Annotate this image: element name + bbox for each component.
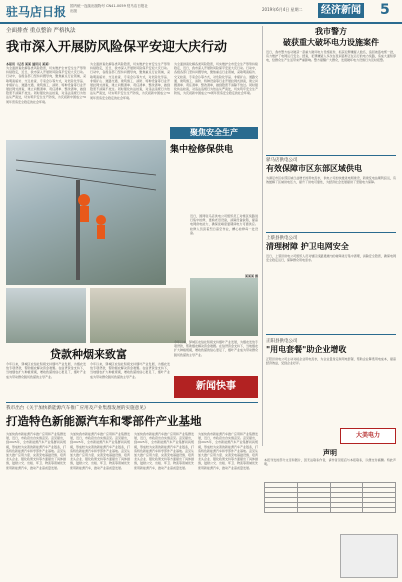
loan-headline: 贷款种烟来致富: [50, 348, 127, 361]
loan-body: 今年以来，驿城区农信社积极支持烟叶产业发展，为烟农发放专项贷款，帮助烟农解决资金难题。在信贷资金支持下，当地烟农扩大种植规模，增收致富的信心更足了，烟叶产业成为带动群众脱贫致富的主导产业。: [6, 362, 86, 379]
bottom-body-2: 为加快我市新能源汽车推广应用和产业集群发展，近日，市政府出台实施意见。意见提出，到2025年，全市新能源汽车产业集群初具规模，形成较为完善的新能源汽车产业链条，打造特色新能源汽车和零部件产业基地。意见从加大推广应用力度、完善充电基础设施、培育龙头企业、强化政策支持等方面提出了具体措施，鼓励公交、出租、环卫、物流等领域优先使用新能源汽车，推动产业高质量发展。: [70, 432, 130, 470]
right-mid-kicker: 驿马店供电公司: [266, 158, 298, 163]
right-rule-3: [266, 334, 396, 335]
bottom-body-col-1: [6, 432, 66, 578]
bottom-body-col-2: [70, 432, 130, 578]
right-lower-kicker: 上蔡县供电公司: [266, 236, 298, 241]
power-body-col: [190, 214, 258, 278]
bottom-body-4: 为加快我市新能源汽车推广应用和产业集群发展，近日，市政府出台实施意见。意见提出，到2025年，全市新能源汽车产业集群初具规模，形成较为完善的新能源汽车产业链条，打造特色新能源汽车和零部件产业基地。意见从加大推广应用力度、完善充电基础设施、培育龙头企业、强化政策支持等方面提出了具体措施，鼓励公交、出租、环卫、物流等领域优先使用新能源汽车，推动产业高质量发展。: [198, 432, 258, 470]
right-top-headline-1: 我市警方: [315, 26, 347, 36]
power-body: 近日，国网驻马店供电公司组织员工对辖区线路进行集中检修，更换老旧设备，消除设备缺陷，提高电网供电能力，确保迎峰度夏期间电力可靠供应。检修人员顶着烈日高空作业，精心检修每一处设备。: [190, 214, 258, 235]
section-title: 经济新闻: [318, 3, 364, 18]
bottom-headline: 打造特色新能源汽车和零部件产业基地: [6, 414, 202, 428]
right-mid-headline: 有效保障市区东部区域供电: [266, 163, 362, 173]
lead-body-2: 为全面排查化解各类风险隐患，切实维护全市安全生产形势持续稳定，近日，我市深入开展防风险保平安迎大庆行动。行动中，各级各部门坚持问题导向，聚焦重点行业领域，采取明查暗访、交叉检查、专家会诊等方式，对危险化学品、非煤矿山、道路交通、建筑施工、消防、特种设备等行业开展拉网式排查，建立问题清单、责任清单、整改清单，做到隐患不消除不放过。同时强化执法检查，对违法违规行为依法从严查处，切实筑牢安全生产防线，为庆祝新中国成立70周年营造安全稳定的社会环境。: [90, 62, 170, 100]
loan-body-col-1: [6, 362, 86, 400]
right-rule-2: [266, 232, 396, 233]
news-express-banner: 新闻快事: [174, 376, 258, 398]
right-top-story: [266, 26, 396, 150]
table-row: [265, 508, 396, 513]
page-number: 5: [380, 2, 390, 18]
paper-name: 驻马店日报: [6, 5, 67, 19]
power-photo-credit: 某某某 摄: [244, 274, 258, 278]
power-story: [170, 142, 258, 155]
table-cell: [330, 508, 363, 513]
bottom-body: 为加快我市新能源汽车推广应用和产业集群发展，近日，市政府出台实施意见。意见提出，到2025年，全市新能源汽车产业集群初具规模，形成较为完善的新能源汽车产业链条，打造特色新能源汽车和零部件产业基地。意见从加大推广应用力度、完善充电基础设施、培育龙头企业、强化政策支持等方面提出了具体措施，鼓励公交、出租、环卫、物流等领域优先使用新能源汽车，推动产业高质量发展。: [6, 432, 66, 470]
lead-headline: 我市深入开展防风险保平安迎大庆行动: [6, 40, 228, 55]
section-rule: [6, 402, 258, 403]
lead-byline: 本报讯（记者 某某 通讯员 某某）: [6, 62, 52, 66]
bottom-body-col-4: [198, 432, 258, 578]
bottom-kicker: 我市出台《关于加快新能源汽车推广应用及产业集群发展的实施意见》: [6, 406, 149, 411]
right-bottom-kicker: 正阳县供电公司: [266, 339, 298, 344]
lead-body-col-3: [174, 62, 258, 124]
bottom-ad-image: [340, 534, 398, 578]
bottom-story: [6, 405, 258, 429]
loan-body-2: 今年以来，驿城区农信社积极支持烟叶产业发展，为烟农发放专项贷款，帮助烟农解决资金难题。在信贷资金支持下，当地烟农扩大种植规模，增收致富的信心更足了，烟叶产业成为带动群众脱贫致富的主导产业。: [90, 362, 170, 379]
loan-body-col-2: [90, 362, 170, 400]
right-lower-headline: 清理树障 护卫电网安全: [266, 241, 349, 251]
right-bottom-story: [266, 338, 396, 413]
statement-title: 声明: [323, 448, 337, 457]
table-cell: [363, 508, 396, 513]
right-lower-body: 近日，上蔡县供电公司组织人员对辖区线路通道内的树障进行集中清理，消除安全隐患，确保电网安全稳定运行，保障群众用电需求。: [266, 254, 396, 263]
right-bottom-body: 正阳县供电公司主动对接企业用电需求，为企业量身定制用电套餐，帮助企业降低用电成本，提高经济效益，受到企业好评。: [266, 357, 396, 366]
right-top-headline-2: 破获重大破坏电力设施案件: [283, 37, 379, 47]
right-mid-body: 为满足市区东部区域日益增长的用电需求，供电公司加快推进电网建设，新建变电站顺利投运，有效缓解了区域供电压力，提升了供电可靠性，为经济社会发展提供了坚强电力保障。: [266, 176, 396, 185]
column-divider: [262, 26, 263, 446]
safety-banner: 聚焦安全生产: [170, 127, 258, 139]
loan-body-col-3: [174, 340, 258, 374]
lead-body-3: 为全面排查化解各类风险隐患，切实维护全市安全生产形势持续稳定，近日，我市深入开展防风险保平安迎大庆行动。行动中，各级各部门坚持问题导向，聚焦重点行业领域，采取明查暗访、交叉检查、专家会诊等方式，对危险化学品、非煤矿山、道路交通、建筑施工、消防、特种设备等行业开展拉网式排查，建立问题清单、责任清单、整改清单，做到隐患不消除不放过。同时强化执法检查，对违法违规行为依法从严查处，切实筑牢安全生产防线，为庆祝新中国成立70周年营造安全稳定的社会环境。: [174, 62, 258, 96]
power-photo-small-1: [6, 288, 86, 343]
edition-line: 国内统一连续出版物号 CN41-0059 驻马店日报社出版: [70, 4, 148, 13]
bottom-body-col-3: [134, 432, 194, 578]
lead-body: 为全面排查化解各类风险隐患，切实维护全市安全生产形势持续稳定，近日，我市深入开展防风险保平安迎大庆行动。行动中，各级各部门坚持问题导向，聚焦重点行业领域，采取明查暗访、交叉检查、专家会诊等方式，对危险化学品、非煤矿山、道路交通、建筑施工、消防、特种设备等行业开展拉网式排查，建立问题清单、责任清单、整改清单，做到隐患不消除不放过。同时强化执法检查，对违法违规行为依法从严查处，切实筑牢安全生产防线，为庆祝新中国成立70周年营造安全稳定的社会环境。: [6, 66, 86, 104]
power-line-illustration: [6, 140, 166, 285]
right-rule-1: [266, 155, 396, 156]
right-top-body: 近日，我市警方成功破获一起重大破坏电力设施案件，抓获犯罪嫌疑人数名，追回被盗电缆一批，有力维护了电网运行安全。经查，犯罪嫌疑人多次在夜间盗剪正在运行的电力线路，造成大面积停电，给群众生产生活带来严重影响。警方提醒广大群众，发现破坏电力设施行为及时报警。: [266, 50, 396, 63]
statement-table: [264, 482, 396, 513]
right-mid-story: [266, 157, 396, 226]
lead-kicker: 全面排查 重点整治 严格执法: [6, 28, 76, 34]
publication-date: 2019年6月4日 星期二: [262, 7, 303, 12]
table-cell: [265, 508, 298, 513]
statement-body: 本报刊发的部分文章和图片，因无法联系作者，请作者见报后与本报联系，以便支付稿酬。特此声明。: [264, 458, 396, 467]
right-bottom-headline: "用电套餐"助企业增收: [266, 344, 347, 354]
lead-story: [6, 26, 258, 55]
lead-body-col-2: [90, 62, 170, 124]
masthead: [0, 0, 402, 24]
sponsor-name: 大美电力: [355, 432, 380, 439]
power-photo-small-3: [90, 288, 186, 343]
power-worker-photo: [6, 140, 166, 285]
power-photo-small-2: [190, 278, 258, 336]
loan-body-3: 今年以来，驿城区农信社积极支持烟叶产业发展，为烟农发放专项贷款，帮助烟农解决资金难题。在信贷资金支持下，当地烟农扩大种植规模，增收致富的信心更足了，烟叶产业成为带动群众脱贫致富的主导产业。: [174, 340, 258, 357]
right-lower-story: [266, 235, 396, 320]
statement-box: [264, 448, 396, 480]
sponsor-box: [340, 428, 396, 444]
bottom-body-3: 为加快我市新能源汽车推广应用和产业集群发展，近日，市政府出台实施意见。意见提出，到2025年，全市新能源汽车产业集群初具规模，形成较为完善的新能源汽车产业链条，打造特色新能源汽车和零部件产业基地。意见从加大推广应用力度、完善充电基础设施、培育龙头企业、强化政策支持等方面提出了具体措施，鼓励公交、出租、环卫、物流等领域优先使用新能源汽车，推动产业高质量发展。: [134, 432, 194, 470]
loan-story: [6, 346, 171, 362]
power-headline: 集中检修保供电: [170, 145, 234, 155]
table-cell: [297, 508, 330, 513]
